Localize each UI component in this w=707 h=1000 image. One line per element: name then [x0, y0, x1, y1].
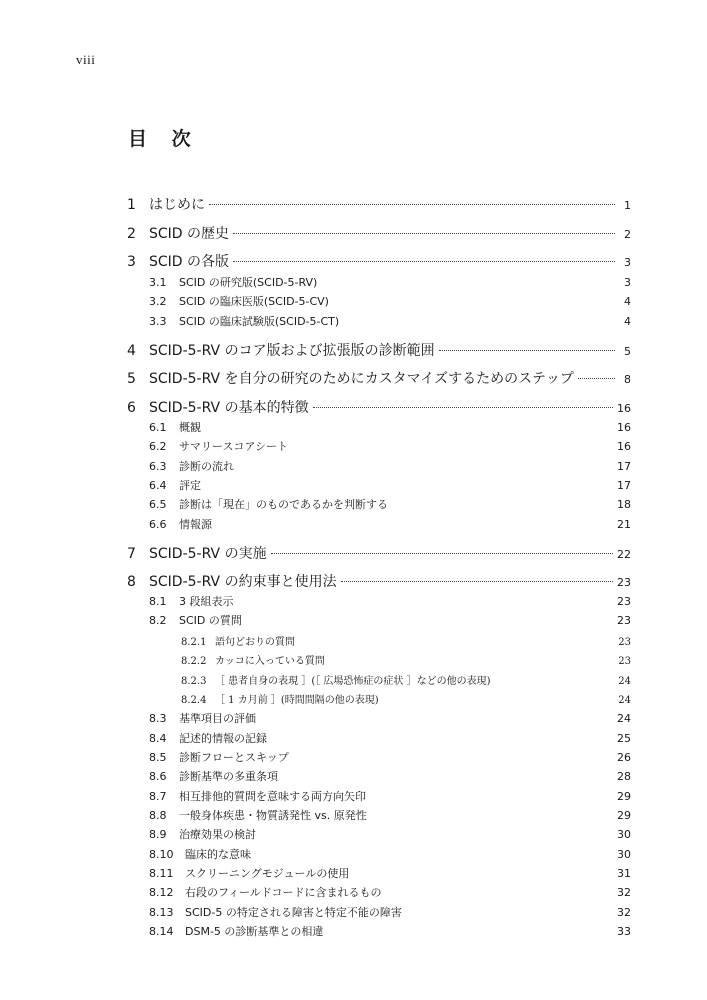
chapter-number: 4 [127, 343, 136, 359]
subsection-number: 8.2.1 [181, 637, 207, 648]
section-label: 診断基準の多重条項 [179, 770, 278, 783]
section-page: 33 [617, 925, 631, 938]
toc-chapter-4[interactable] [127, 340, 631, 360]
section-page: 18 [617, 498, 631, 511]
section-label: 記述的情報の記録 [179, 732, 267, 745]
subsection-number: 8.2.2 [181, 656, 207, 667]
toc-chapter-8[interactable] [127, 571, 631, 591]
chapter-number: 3 [127, 254, 136, 270]
section-page: 25 [617, 732, 631, 745]
section-label: SCID の臨床試験版(SCID-5-CT) [179, 315, 340, 328]
section-label: 相互排他的質問を意味する両方向矢印 [179, 790, 366, 803]
section-page: 29 [617, 809, 631, 822]
section-label: SCID の臨床医版(SCID-5-CV) [179, 295, 329, 308]
chapter-number: 2 [127, 226, 136, 242]
chapter-page: 16 [617, 402, 631, 415]
subsection-page: 23 [618, 637, 631, 648]
chapter-label: SCID-5-RV の実施 [149, 546, 267, 562]
section-page: 4 [624, 295, 631, 308]
dot-leader [313, 407, 613, 408]
section-label: スクリーニングモジュールの使用 [185, 867, 350, 880]
section-page: 3 [624, 276, 631, 289]
toc-section-8-12[interactable] [127, 884, 631, 900]
toc-section-6-2[interactable] [127, 438, 631, 454]
section-page: 30 [617, 848, 631, 861]
section-label: 情報源 [179, 518, 212, 531]
chapter-page: 5 [624, 345, 631, 358]
section-number: 8.6 [149, 770, 167, 783]
section-page: 24 [617, 712, 631, 725]
toc-chapter-7[interactable] [127, 543, 631, 563]
chapter-page: 22 [617, 548, 631, 561]
section-label: 概観 [179, 421, 201, 434]
section-page: 23 [617, 614, 631, 627]
toc-section-8-11[interactable] [127, 865, 631, 881]
toc-subsection-8-2-4[interactable] [127, 691, 631, 706]
chapter-number: 1 [127, 197, 136, 213]
subsection-label: ［ 患者自身の表現 ］(［ 広場恐怖症の症状 ］などの他の表現) [215, 676, 491, 687]
toc-section-6-5[interactable] [127, 496, 631, 512]
section-number: 6.5 [149, 498, 167, 511]
toc-section-6-4[interactable] [127, 477, 631, 493]
chapter-label: SCID の各版 [149, 254, 230, 270]
dot-leader [233, 233, 615, 234]
chapter-page: 1 [624, 199, 631, 212]
toc-section-8-6[interactable] [127, 768, 631, 784]
dot-leader [271, 553, 613, 554]
section-label: 診断の流れ [179, 460, 234, 473]
toc-chapter-6[interactable] [127, 397, 631, 417]
section-number: 3.1 [149, 276, 167, 289]
section-label: 診断フローとスキップ [179, 751, 289, 764]
section-page: 32 [617, 906, 631, 919]
section-number: 8.2 [149, 614, 167, 627]
section-number: 8.3 [149, 712, 167, 725]
toc-section-8-7[interactable] [127, 788, 631, 804]
section-number: 8.10 [149, 848, 174, 861]
dot-leader [233, 261, 615, 262]
section-page: 28 [617, 770, 631, 783]
section-label: サマリースコアシート [179, 440, 289, 453]
section-number: 6.3 [149, 460, 167, 473]
toc-section-6-6[interactable] [127, 516, 631, 532]
section-page: 30 [617, 828, 631, 841]
section-page: 26 [617, 751, 631, 764]
chapter-label: SCID の歴史 [149, 226, 230, 242]
toc-chapter-1[interactable] [127, 194, 631, 214]
section-number: 8.12 [149, 886, 174, 899]
toc-section-6-3[interactable] [127, 458, 631, 474]
section-number: 6.1 [149, 421, 167, 434]
toc-subsection-8-2-3[interactable] [127, 672, 631, 687]
chapter-label: SCID-5-RV のコア版および拡張版の診断範囲 [149, 343, 435, 359]
section-label: 治療効果の検討 [179, 828, 256, 841]
section-label: 臨床的な意味 [185, 848, 251, 861]
section-number: 8.4 [149, 732, 167, 745]
chapter-label: SCID-5-RV を自分の研究のためにカスタマイズするためのステップ [149, 371, 574, 387]
section-label: 一般身体疾患・物質誘発性 vs. 原発性 [179, 809, 367, 822]
section-label: DSM-5 の診断基準との相違 [185, 925, 324, 938]
toc-section-6-1[interactable] [127, 419, 631, 435]
chapter-label: SCID-5-RV の約束事と使用法 [149, 574, 337, 590]
toc-section-3-3[interactable] [127, 313, 631, 329]
section-label: 診断は「現在」のものであるかを判断する [179, 498, 388, 511]
chapter-number: 5 [127, 371, 136, 387]
section-label: 右段のフィールドコードに含まれるもの [185, 886, 382, 899]
section-page: 4 [624, 315, 631, 328]
subsection-page: 24 [618, 695, 631, 706]
section-number: 8.7 [149, 790, 167, 803]
section-page: 16 [617, 440, 631, 453]
toc-section-8-14[interactable] [127, 923, 631, 939]
toc-chapter-3[interactable] [127, 251, 631, 271]
subsection-page: 23 [618, 656, 631, 667]
section-label: 3 段組表示 [179, 595, 234, 608]
toc-section-8-2[interactable] [127, 612, 631, 628]
subsection-label: 語句どおりの質問 [215, 637, 295, 648]
section-page: 21 [617, 518, 631, 531]
section-number: 8.5 [149, 751, 167, 764]
toc-subsection-8-2-1[interactable] [127, 633, 631, 648]
section-number: 8.13 [149, 906, 174, 919]
chapter-page: 2 [624, 228, 631, 241]
section-label: SCID の質問 [179, 614, 242, 627]
subsection-page: 24 [618, 676, 631, 687]
toc-section-8-5[interactable] [127, 749, 631, 765]
subsection-number: 8.2.3 [181, 676, 207, 687]
section-number: 8.14 [149, 925, 174, 938]
dot-leader [341, 581, 613, 582]
section-number: 3.2 [149, 295, 167, 308]
chapter-label: はじめに [149, 197, 205, 213]
section-number: 8.8 [149, 809, 167, 822]
section-page: 29 [617, 790, 631, 803]
section-label: SCID の研究版(SCID-5-RV) [179, 276, 318, 289]
toc-subsection-8-2-2[interactable] [127, 652, 631, 667]
toc-section-3-1[interactable] [127, 274, 631, 290]
toc-section-8-13[interactable] [127, 904, 631, 920]
dot-leader [439, 350, 615, 351]
toc-section-8-4[interactable] [127, 730, 631, 746]
toc-section-8-1[interactable] [127, 593, 631, 609]
section-page: 17 [617, 479, 631, 492]
section-label: 評定 [179, 479, 201, 492]
section-number: 6.2 [149, 440, 167, 453]
subsection-number: 8.2.4 [181, 695, 207, 706]
chapter-label: SCID-5-RV の基本的特徴 [149, 400, 309, 416]
toc-section-8-3[interactable] [127, 710, 631, 726]
section-number: 8.9 [149, 828, 167, 841]
section-page: 32 [617, 886, 631, 899]
chapter-page: 23 [617, 576, 631, 589]
page-title: 目 次 [128, 128, 200, 150]
section-page: 16 [617, 421, 631, 434]
toc-section-8-8[interactable] [127, 807, 631, 823]
section-label: SCID-5 の特定される障害と特定不能の障害 [185, 906, 402, 919]
toc-section-8-10[interactable] [127, 846, 631, 862]
page-number: viii [76, 52, 96, 67]
chapter-number: 8 [127, 574, 136, 590]
dot-leader [209, 204, 615, 205]
toc-chapter-2[interactable] [127, 223, 631, 243]
toc-chapter-5[interactable] [127, 368, 631, 388]
chapter-page: 8 [624, 373, 631, 386]
section-number: 8.11 [149, 867, 174, 880]
chapter-number: 6 [127, 400, 136, 416]
section-number: 3.3 [149, 315, 167, 328]
dot-leader [578, 378, 615, 379]
section-label: 基準項目の評価 [179, 712, 256, 725]
section-number: 6.4 [149, 479, 167, 492]
chapter-page: 3 [624, 256, 631, 269]
chapter-number: 7 [127, 546, 136, 562]
section-page: 17 [617, 460, 631, 473]
subsection-label: ［ 1 カ月前 ］(時間間隔の他の表現) [215, 695, 379, 706]
subsection-label: カッコに入っている質問 [215, 656, 325, 667]
toc-section-8-9[interactable] [127, 826, 631, 842]
section-number: 6.6 [149, 518, 167, 531]
section-page: 31 [617, 867, 631, 880]
section-page: 23 [617, 595, 631, 608]
section-number: 8.1 [149, 595, 167, 608]
toc-section-3-2[interactable] [127, 293, 631, 309]
